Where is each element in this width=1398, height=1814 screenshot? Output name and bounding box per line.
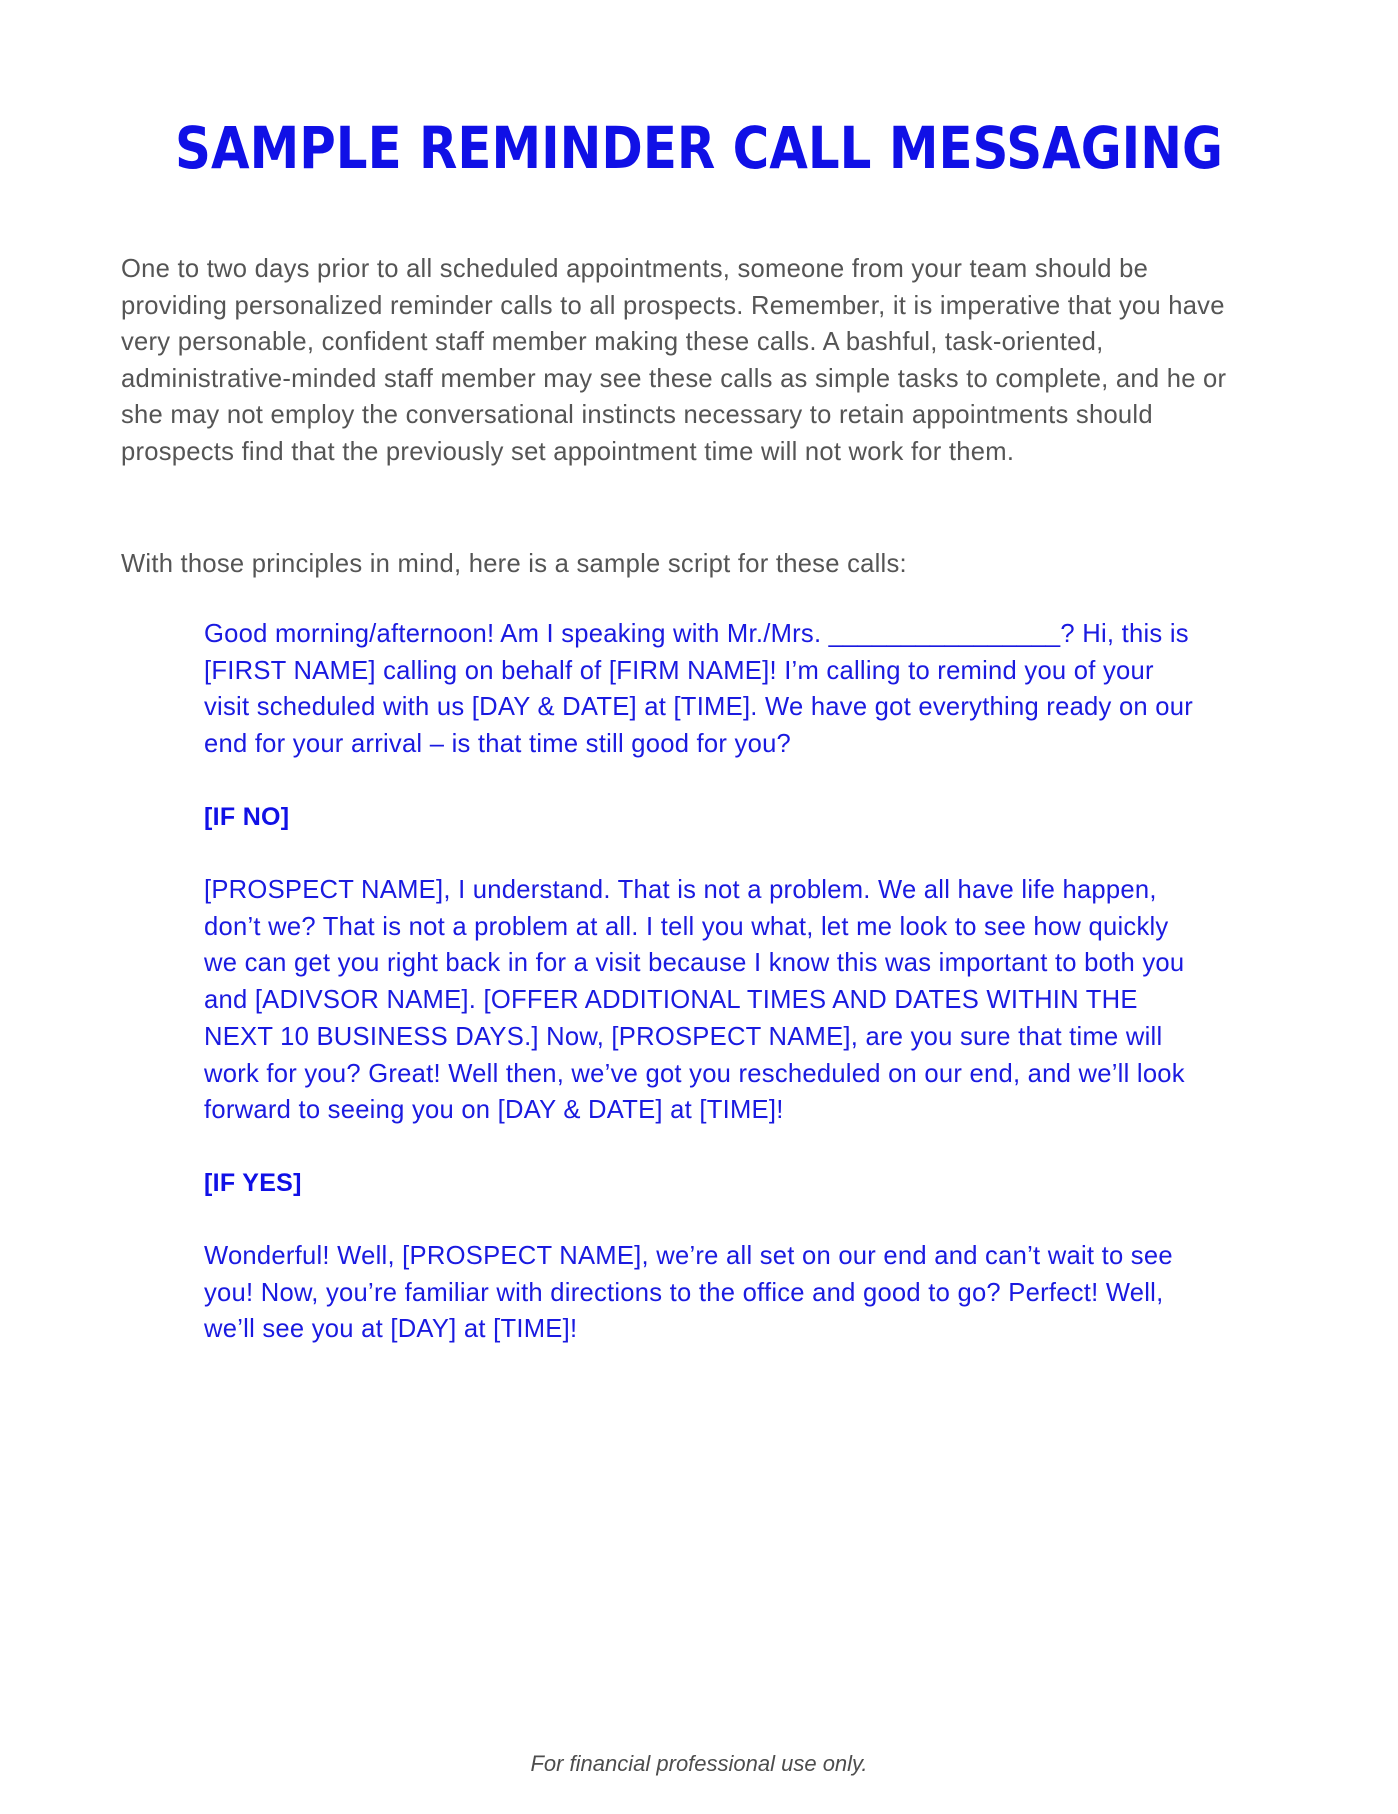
- intro-paragraph: One to two days prior to all scheduled appointments, someone from your team should be providing personalized reminder calls to all prospects. Remember, it is imperative that you have very personable, confident staff member making these calls. A bashful, task-oriented, administrative-minded staff member may see these calls as simple tasks to complete, and he or she may not employ the conversational instincts necessary to retain appointments should prospects find that the previously set appointment time will not work for them.: [121, 255, 1227, 466]
- if-yes-script: Wonderful! Well, [PROSPECT NAME], we’re all set on our end and can’t wait to see you! Now, you’re familiar with directions to the office and good to go? Perfect! Well, we’ll see you at [DAY] at [TIME]!: [204, 1242, 1173, 1344]
- document-title: SAMPLE REMINDER CALL MESSAGING: [175, 114, 1223, 182]
- if-yes-heading: [IF YES]: [204, 1169, 302, 1197]
- if-no-script: [PROSPECT NAME], I understand. That is not a problem. We all have life happen, don’t we? That is not a problem at all. I tell you what, let me look to see how quickly we can get you right back in for a visit because I know this was important to both you and [ADIVSOR NAME]. [OFFER ADDITIONAL TIMES AND DATES WITHIN THE NEXT 10 BUSINESS DAYS.] Now, [PROSPECT NAME], are you sure that time will work for you? Great! Well then, we’ve got you rescheduled on our end, and we’ll look forward to seeing you on [DAY & DATE] at [TIME]!: [204, 876, 1185, 1125]
- footer-disclaimer: For financial professional use only.: [530, 1751, 868, 1776]
- script-lead-in: With those principles in mind, here is a sample script for these calls:: [121, 550, 907, 578]
- script-opening: Good morning/afternoon! Am I speaking with Mr./Mrs. ________________? Hi, this is [FIRST NAME] calling on behalf of [FIRM NAME]! I’m calling to remind you of your visit scheduled with us [DAY & DATE] at [TIME]. We have got everything ready on our end for your arrival – is that time still good for you?: [204, 620, 1194, 759]
- if-no-heading: [IF NO]: [204, 803, 290, 831]
